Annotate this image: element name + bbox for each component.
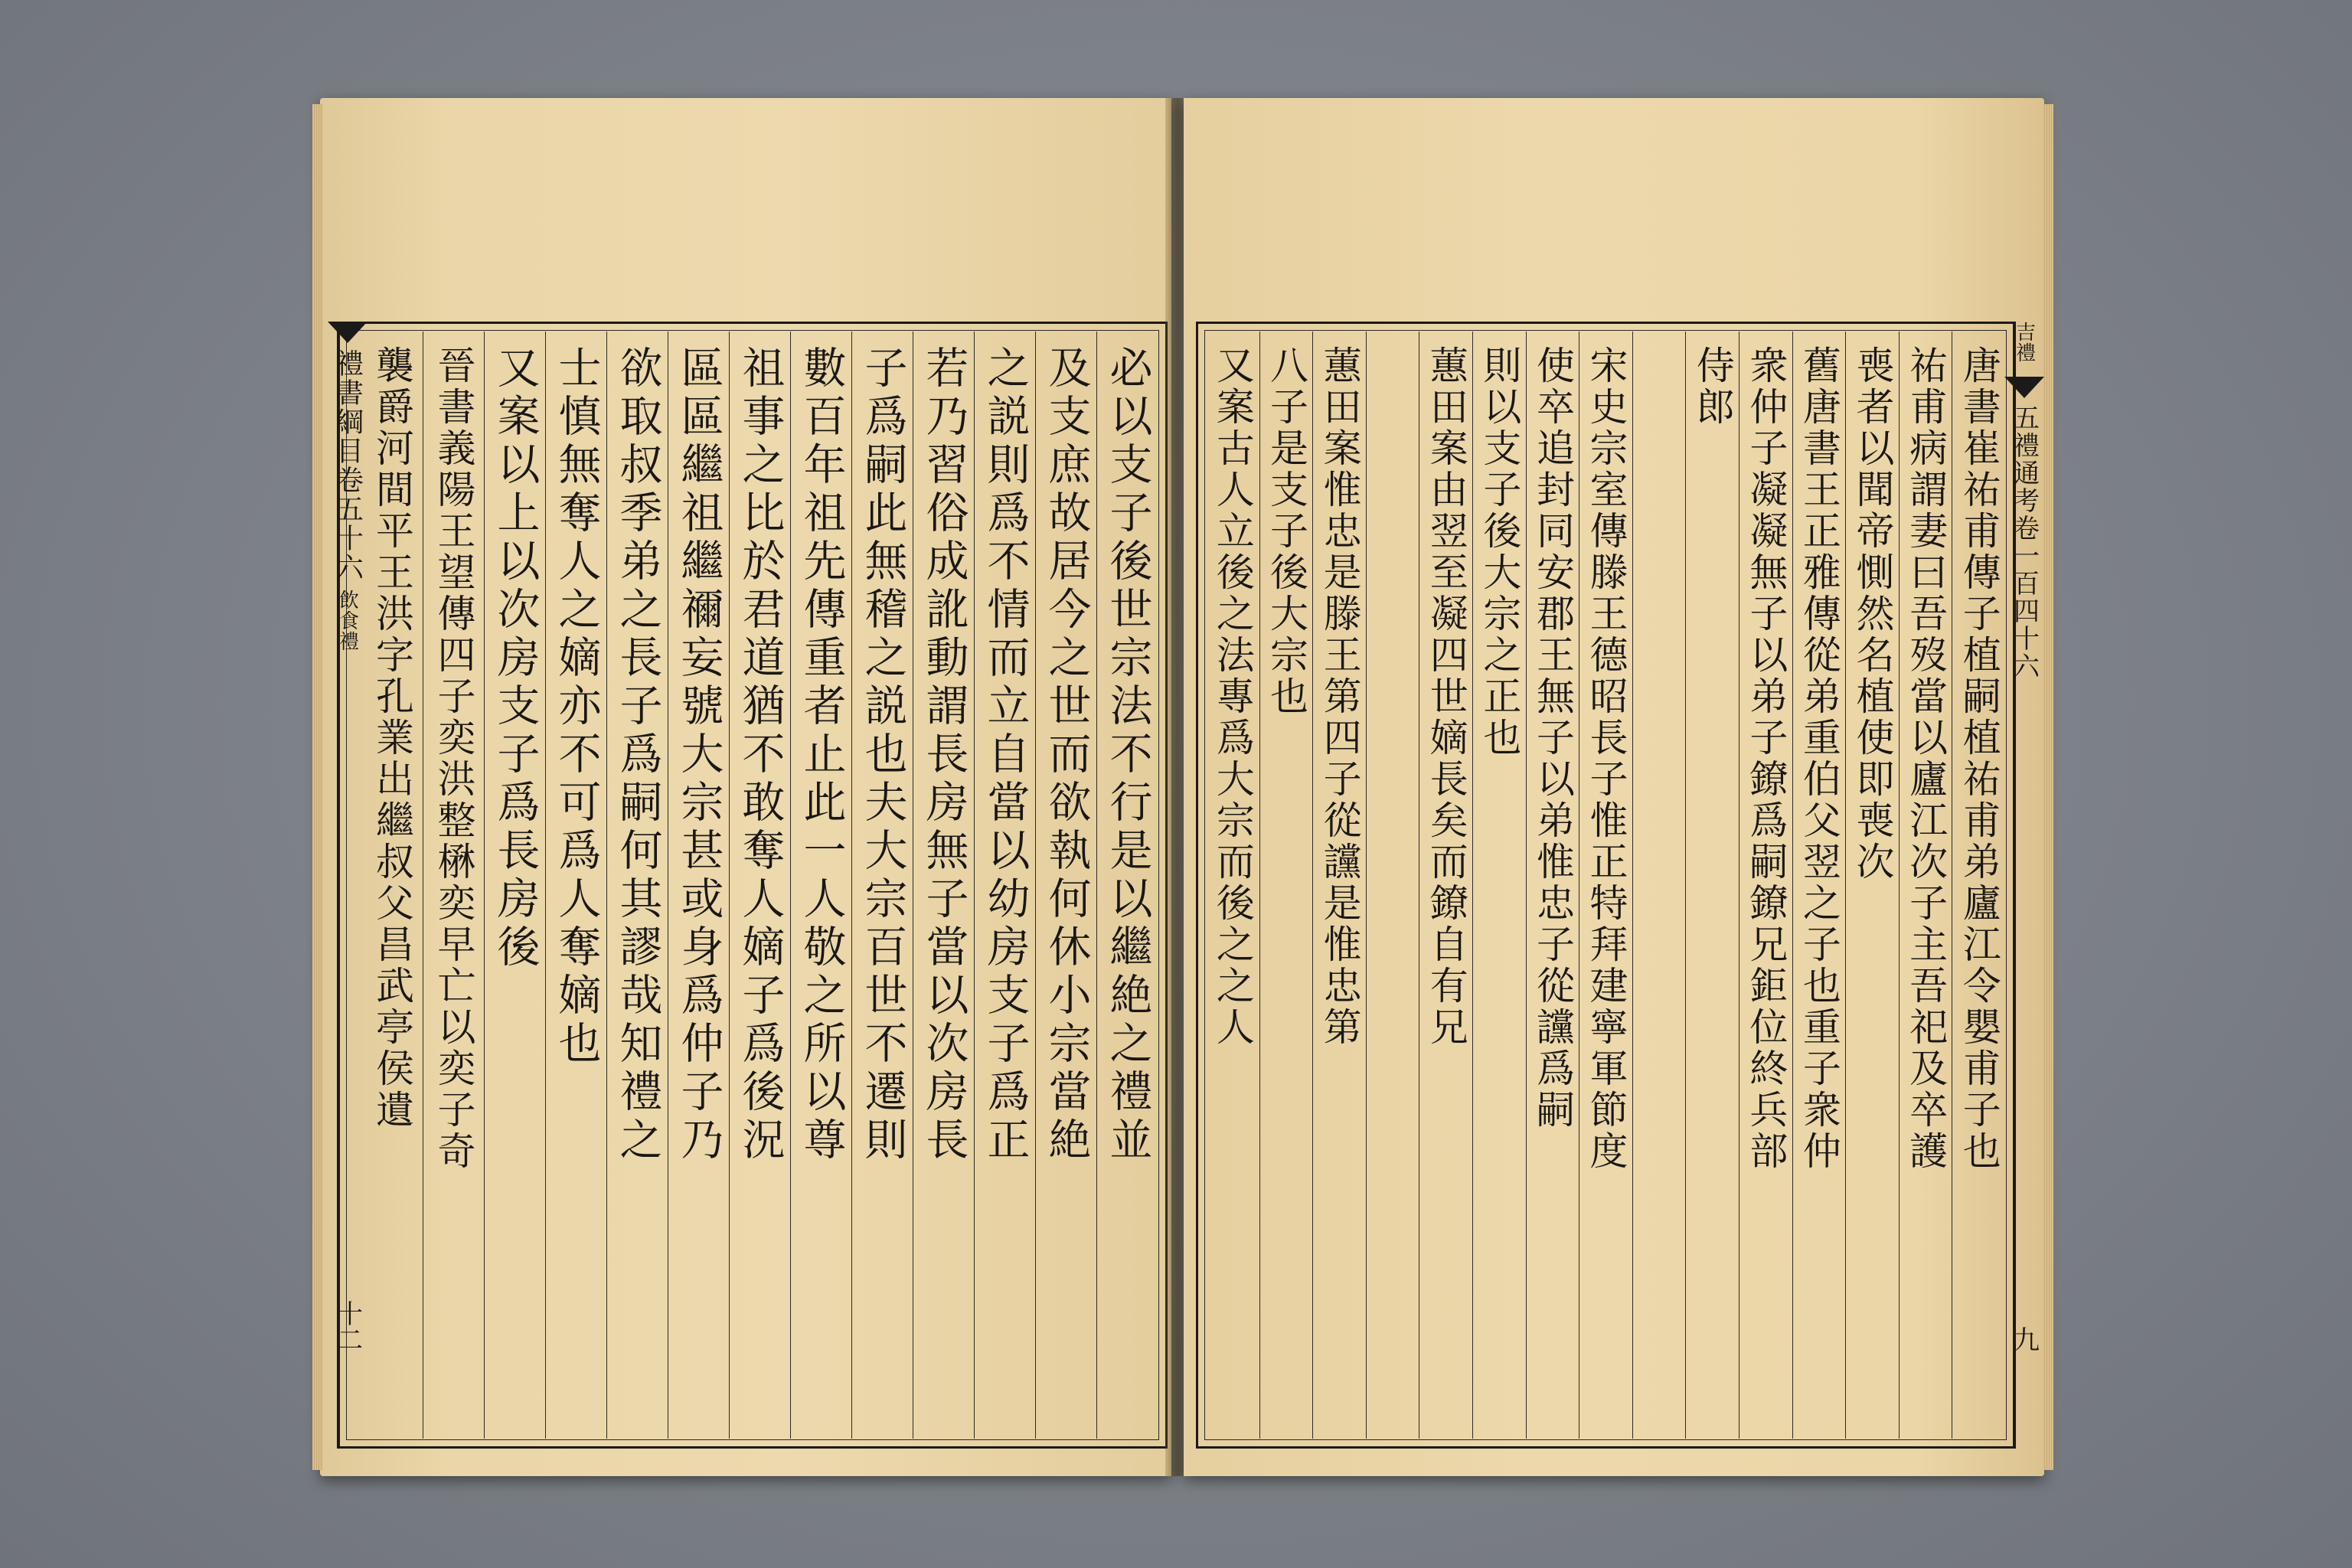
column [729, 332, 790, 1439]
column [1739, 332, 1792, 1439]
column-text: 晉書義陽王望傳四子奕洪整楙奕早亡以奕子奇 [431, 345, 476, 1172]
banxin-folio: 十二 [332, 1300, 363, 1352]
column [423, 332, 484, 1439]
column [1419, 332, 1472, 1439]
left-page-edge [312, 104, 323, 1470]
column-text: 祖事之比於君道猶不敢奪人嫡子爲後況 [735, 345, 786, 1165]
banxin-header: 吉禮 [2012, 322, 2036, 363]
column [1685, 332, 1739, 1439]
column [1366, 332, 1419, 1439]
column [790, 332, 851, 1439]
column-text: 數百年祖先傳重者止此一人敬之所以尊 [796, 345, 847, 1165]
left-banxin [328, 322, 368, 1444]
banxin-section: 飲食禮 [335, 590, 359, 652]
column [1035, 332, 1096, 1439]
banxin-title: 五禮通考卷一百四十六 [2008, 404, 2040, 680]
column-text: 欲取叔季弟之長子爲嗣何其謬哉知禮之 [612, 345, 663, 1165]
column-text: 蕙田案由翌至凝四世嫡長矣而鐐自有兄 [1423, 345, 1468, 1048]
column [1632, 332, 1686, 1439]
column [1899, 332, 1952, 1439]
column-text: 士慎無奪人之嫡亦不可爲人奪嫡也 [551, 345, 602, 1069]
column-text: 若乃習俗成訛動謂長房無子當以次房長 [919, 345, 969, 1165]
column [361, 332, 423, 1439]
column-text: 則以支子後大宗之正也 [1477, 345, 1522, 759]
column [1792, 332, 1846, 1439]
column-text: 又案古人立後之法專爲大宗而後之之人 [1210, 345, 1255, 1048]
column [1472, 332, 1526, 1439]
column-text: 衆仲子凝凝無子以弟子鐐爲嗣鐐兄鉅位終兵部 [1743, 345, 1788, 1172]
column-text: 宋史宗室傳滕王德昭長子惟正特拜建寧軍節度 [1583, 345, 1628, 1172]
column-text: 子爲嗣此無稽之説也夫大宗百世不遷則 [858, 345, 908, 1165]
open-book [320, 98, 2044, 1476]
column-text: 及支庶故居今之世而欲執何休小宗當絶 [1041, 345, 1092, 1165]
column-text: 舊唐書王正雅傳從弟重伯父翌之子也重子衆仲 [1796, 345, 1841, 1172]
right-banxin [2004, 322, 2044, 1444]
column-text: 使卒追封同安郡王無子以弟惟忠子從讜爲嗣 [1530, 345, 1575, 1131]
column [1096, 332, 1158, 1439]
column-text: 侍郎 [1690, 345, 1735, 428]
column [484, 332, 545, 1439]
column [1579, 332, 1632, 1439]
column [1845, 332, 1899, 1439]
column-text: 喪者以聞帝惻然名植使即喪次 [1850, 345, 1895, 883]
column-text: 必以支子後世宗法不行是以繼絶之禮並 [1102, 345, 1153, 1165]
column [974, 332, 1035, 1439]
fish-tail-mark [328, 322, 368, 343]
column [1312, 332, 1366, 1439]
column-text: 祐甫病謂妻曰吾歿當以廬江次子主吾祀及卒護 [1903, 345, 1949, 1172]
column-text: 唐書崔祐甫傳子植嗣植祐甫弟廬江令嬰甫子也 [1956, 345, 2001, 1172]
banxin-title: 禮書綱目卷五十六 [332, 349, 364, 582]
fish-tail-mark [2004, 377, 2044, 398]
column-text: 八子是支子後大宗也 [1263, 345, 1308, 717]
column-text: 之説則爲不情而立自當以幼房支子爲正 [980, 345, 1031, 1165]
right-page-edge [2043, 104, 2053, 1470]
column-text: 區區繼祖繼禰妄號大宗甚或身爲仲子乃 [674, 345, 724, 1165]
right-columns [1206, 332, 2005, 1439]
left-page [320, 98, 1171, 1476]
banxin-folio: 九 [2008, 1326, 2040, 1352]
column [1206, 332, 1259, 1439]
column-text: 又案以上以次房支子爲長房後 [490, 345, 541, 972]
left-columns [348, 332, 1158, 1439]
column-text: 蕙田案惟忠是滕王第四子從讜是惟忠第 [1317, 345, 1362, 1048]
column [606, 332, 668, 1439]
left-text-frame [337, 322, 1168, 1449]
column [913, 332, 974, 1439]
right-text-frame [1196, 322, 2016, 1449]
column [545, 332, 606, 1439]
column [851, 332, 913, 1439]
column [1526, 332, 1579, 1439]
column-text: 襲爵河間平王洪字孔業出繼叔父昌武亭侯遺 [370, 345, 414, 1131]
column [668, 332, 729, 1439]
column [1952, 332, 2005, 1439]
column [1259, 332, 1313, 1439]
